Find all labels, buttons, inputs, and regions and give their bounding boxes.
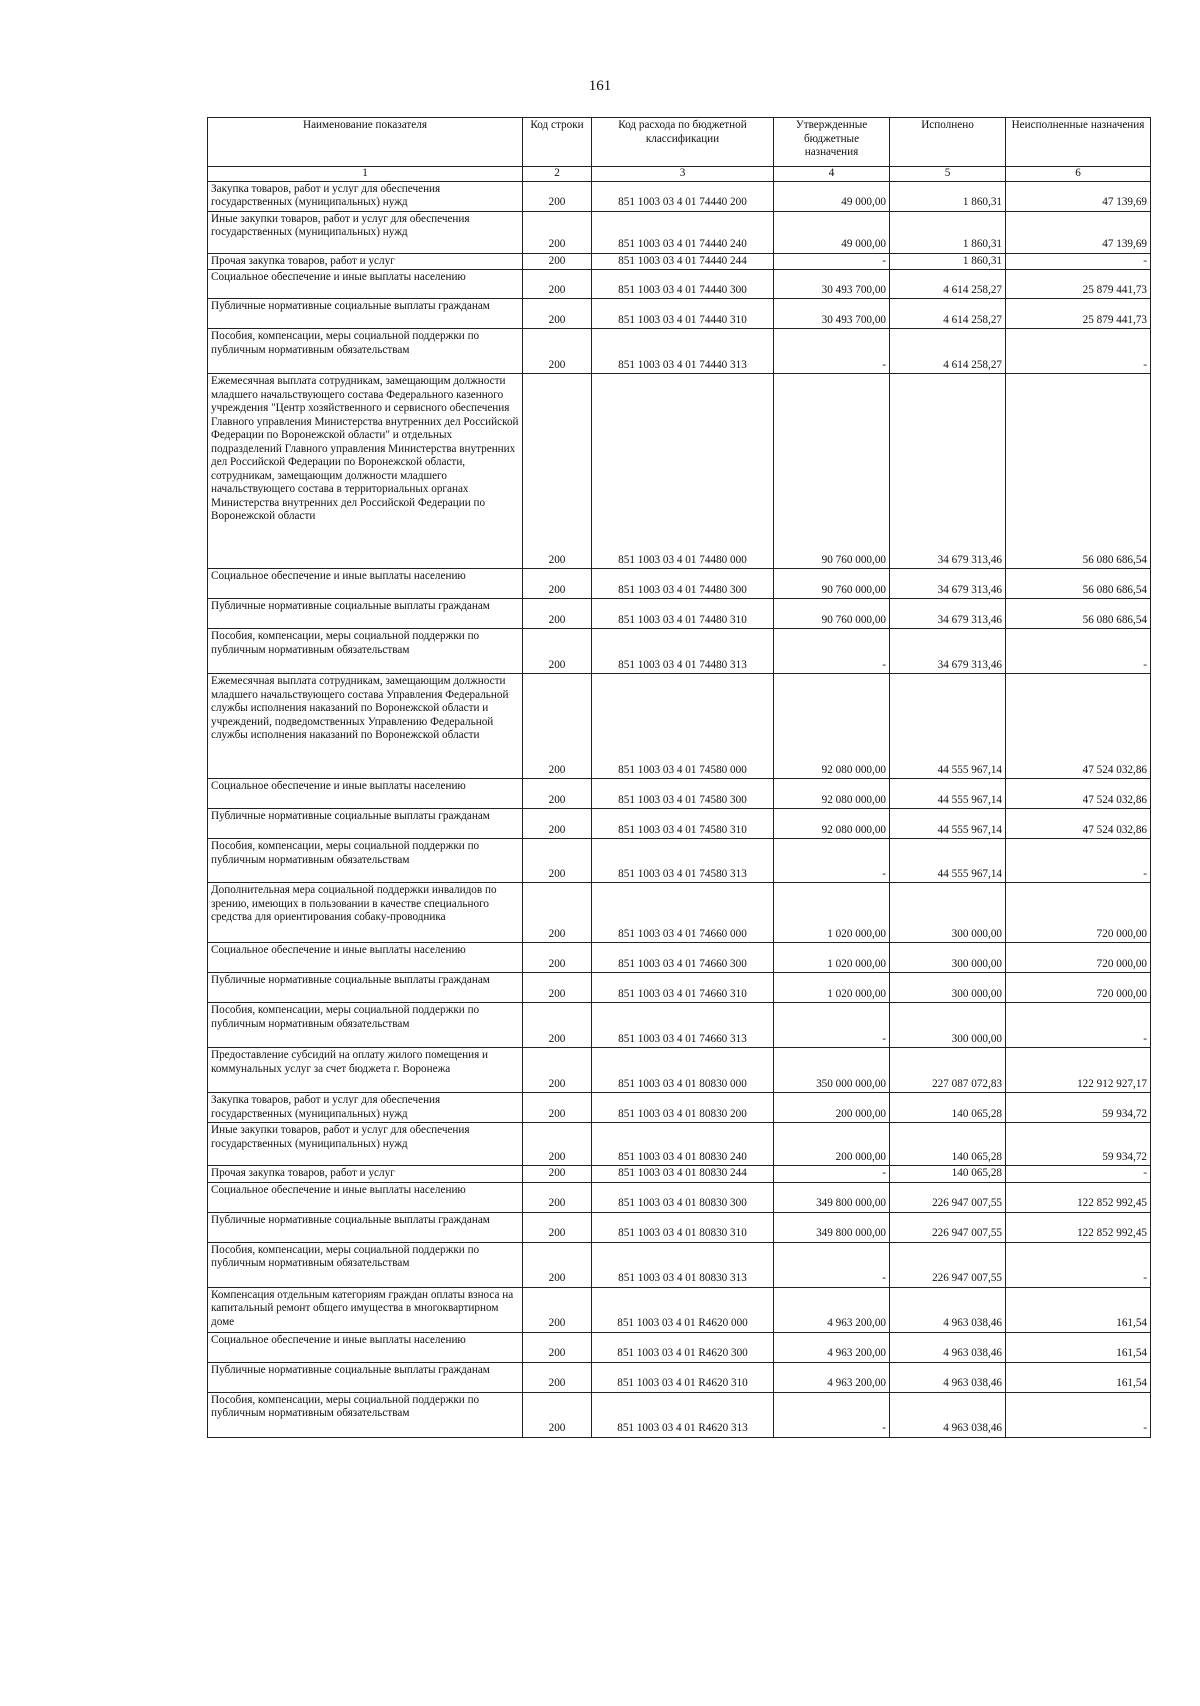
- cell-line: 200: [523, 1048, 592, 1093]
- cell-code: 851 1003 03 4 01 74440 310: [592, 299, 774, 329]
- cell-executed: 1 860,31: [890, 253, 1006, 270]
- cell-approved: 30 493 700,00: [774, 299, 890, 329]
- cell-approved: -: [774, 1003, 890, 1048]
- cell-unexecuted: -: [1006, 629, 1151, 674]
- cell-name: Пособия, компенсации, меры социальной поддержки по публичным нормативным обязательствам: [208, 839, 523, 883]
- table-row: [208, 299, 1151, 329]
- cell-code: 851 1003 03 4 01 74440 300: [592, 270, 774, 299]
- cell-executed: 44 555 967,14: [890, 674, 1006, 779]
- table-row: [208, 1048, 1151, 1093]
- table-row: [208, 1242, 1151, 1287]
- cell-line: 200: [523, 943, 592, 973]
- table-row: [208, 883, 1151, 943]
- column-number: 6: [1006, 167, 1151, 182]
- cell-code: 851 1003 03 4 01 74660 313: [592, 1003, 774, 1048]
- cell-line: 200: [523, 1003, 592, 1048]
- cell-unexecuted: 720 000,00: [1006, 943, 1151, 973]
- table-row: [208, 943, 1151, 973]
- cell-approved: 349 800 000,00: [774, 1182, 890, 1212]
- table-row: [208, 599, 1151, 629]
- table-row: [208, 1332, 1151, 1362]
- cell-unexecuted: -: [1006, 1166, 1151, 1183]
- cell-unexecuted: 122 852 992,45: [1006, 1212, 1151, 1242]
- cell-unexecuted: -: [1006, 839, 1151, 883]
- cell-line: 200: [523, 839, 592, 883]
- cell-code: 851 1003 03 4 01 74440 240: [592, 211, 774, 253]
- cell-line: 200: [523, 181, 592, 211]
- column-number: 3: [592, 167, 774, 182]
- cell-line: 200: [523, 1123, 592, 1166]
- cell-approved: 4 963 200,00: [774, 1332, 890, 1362]
- cell-executed: 1 860,31: [890, 211, 1006, 253]
- cell-line: 200: [523, 809, 592, 839]
- cell-line: 200: [523, 629, 592, 674]
- table-row: [208, 1362, 1151, 1392]
- cell-name: Социальное обеспечение и иные выплаты населению: [208, 1182, 523, 1212]
- cell-unexecuted: 25 879 441,73: [1006, 270, 1151, 299]
- cell-line: 200: [523, 1362, 592, 1392]
- cell-unexecuted: 47 524 032,86: [1006, 674, 1151, 779]
- cell-unexecuted: 47 139,69: [1006, 211, 1151, 253]
- cell-name: Социальное обеспечение и иные выплаты населению: [208, 270, 523, 299]
- table-row: [208, 1123, 1151, 1166]
- column-number: 2: [523, 167, 592, 182]
- cell-unexecuted: -: [1006, 253, 1151, 270]
- cell-name: Компенсация отдельным категориям граждан оплаты взноса на капитальный ремонт общего имущества в многоквартирном доме: [208, 1287, 523, 1332]
- cell-unexecuted: -: [1006, 1242, 1151, 1287]
- cell-executed: 44 555 967,14: [890, 779, 1006, 809]
- cell-approved: 90 760 000,00: [774, 599, 890, 629]
- cell-executed: 140 065,28: [890, 1123, 1006, 1166]
- cell-code: 851 1003 03 4 01 74580 313: [592, 839, 774, 883]
- cell-name: Пособия, компенсации, меры социальной поддержки по публичным нормативным обязательствам: [208, 629, 523, 674]
- cell-name: Публичные нормативные социальные выплаты гражданам: [208, 599, 523, 629]
- table-row: [208, 329, 1151, 374]
- cell-approved: 1 020 000,00: [774, 943, 890, 973]
- cell-executed: 300 000,00: [890, 1003, 1006, 1048]
- cell-name: Закупка товаров, работ и услуг для обеспечения государственных (муниципальных) нужд: [208, 181, 523, 211]
- cell-name: Публичные нормативные социальные выплаты гражданам: [208, 973, 523, 1003]
- cell-code: 851 1003 03 4 01 74440 244: [592, 253, 774, 270]
- cell-approved: 49 000,00: [774, 181, 890, 211]
- cell-code: 851 1003 03 4 01 74440 313: [592, 329, 774, 374]
- cell-executed: 4 614 258,27: [890, 329, 1006, 374]
- cell-executed: 34 679 313,46: [890, 569, 1006, 599]
- cell-line: 200: [523, 779, 592, 809]
- cell-line: 200: [523, 1392, 592, 1437]
- cell-approved: -: [774, 629, 890, 674]
- cell-line: 200: [523, 299, 592, 329]
- cell-code: 851 1003 03 4 01 74580 000: [592, 674, 774, 779]
- cell-name: Пособия, компенсации, меры социальной поддержки по публичным нормативным обязательствам: [208, 1003, 523, 1048]
- cell-code: 851 1003 03 4 01 74660 000: [592, 883, 774, 943]
- cell-approved: 90 760 000,00: [774, 374, 890, 569]
- cell-code: 851 1003 03 4 01 74480 313: [592, 629, 774, 674]
- cell-executed: 226 947 007,55: [890, 1182, 1006, 1212]
- header-row: [208, 118, 1151, 167]
- cell-executed: 44 555 967,14: [890, 839, 1006, 883]
- cell-name: Социальное обеспечение и иные выплаты населению: [208, 943, 523, 973]
- cell-approved: 92 080 000,00: [774, 674, 890, 779]
- cell-executed: 34 679 313,46: [890, 599, 1006, 629]
- header-line-code: Код строки: [523, 118, 592, 167]
- cell-name: Социальное обеспечение и иные выплаты населению: [208, 569, 523, 599]
- cell-code: 851 1003 03 4 01 80830 300: [592, 1182, 774, 1212]
- page-number: 161: [588, 78, 612, 94]
- cell-approved: -: [774, 253, 890, 270]
- cell-name: Пособия, компенсации, меры социальной поддержки по публичным нормативным обязательствам: [208, 1242, 523, 1287]
- cell-code: 851 1003 03 4 01 80830 000: [592, 1048, 774, 1093]
- cell-name: Предоставление субсидий на оплату жилого помещения и коммунальных услуг за счет бюджета г. Воронежа: [208, 1048, 523, 1093]
- cell-approved: -: [774, 329, 890, 374]
- header-approved: Утвержденные бюджетные назначения: [774, 118, 890, 167]
- cell-line: 200: [523, 1093, 592, 1123]
- cell-line: 200: [523, 253, 592, 270]
- cell-code: 851 1003 03 4 01 R4620 313: [592, 1392, 774, 1437]
- header-name: Наименование показателя: [208, 118, 523, 167]
- cell-name: Публичные нормативные социальные выплаты гражданам: [208, 1212, 523, 1242]
- cell-executed: 1 860,31: [890, 181, 1006, 211]
- cell-name: Публичные нормативные социальные выплаты гражданам: [208, 809, 523, 839]
- header-executed: Исполнено: [890, 118, 1006, 167]
- cell-unexecuted: 59 934,72: [1006, 1123, 1151, 1166]
- cell-approved: 30 493 700,00: [774, 270, 890, 299]
- cell-approved: 200 000,00: [774, 1123, 890, 1166]
- cell-unexecuted: 56 080 686,54: [1006, 374, 1151, 569]
- cell-approved: -: [774, 839, 890, 883]
- cell-code: 851 1003 03 4 01 80830 200: [592, 1093, 774, 1123]
- cell-name: Прочая закупка товаров, работ и услуг: [208, 253, 523, 270]
- cell-line: 200: [523, 1287, 592, 1332]
- cell-name: Пособия, компенсации, меры социальной поддержки по публичным нормативным обязательствам: [208, 329, 523, 374]
- cell-code: 851 1003 03 4 01 R4620 310: [592, 1362, 774, 1392]
- cell-code: 851 1003 03 4 01 74440 200: [592, 181, 774, 211]
- cell-approved: 92 080 000,00: [774, 779, 890, 809]
- cell-line: 200: [523, 973, 592, 1003]
- cell-unexecuted: 59 934,72: [1006, 1093, 1151, 1123]
- table-row: [208, 674, 1151, 779]
- cell-line: 200: [523, 1212, 592, 1242]
- cell-executed: 4 963 038,46: [890, 1332, 1006, 1362]
- cell-executed: 300 000,00: [890, 973, 1006, 1003]
- cell-code: 851 1003 03 4 01 R4620 300: [592, 1332, 774, 1362]
- cell-name: Ежемесячная выплата сотрудникам, замещающим должности младшего начальствующего состава Управления Федеральной службы исполнения наказаний по Воронежской области и учреждений, подведомственных Управлению Федеральной службы исполнения наказаний по Воронежской области: [208, 674, 523, 779]
- cell-line: 200: [523, 599, 592, 629]
- cell-unexecuted: 47 524 032,86: [1006, 779, 1151, 809]
- cell-approved: 4 963 200,00: [774, 1362, 890, 1392]
- cell-code: 851 1003 03 4 01 74480 310: [592, 599, 774, 629]
- table-row: [208, 211, 1151, 253]
- header-unexecuted: Неисполненные назначения: [1006, 118, 1151, 167]
- cell-approved: -: [774, 1242, 890, 1287]
- cell-executed: 44 555 967,14: [890, 809, 1006, 839]
- cell-executed: 4 614 258,27: [890, 270, 1006, 299]
- table-row: [208, 1392, 1151, 1437]
- cell-approved: -: [774, 1392, 890, 1437]
- cell-unexecuted: -: [1006, 1003, 1151, 1048]
- cell-name: Социальное обеспечение и иные выплаты населению: [208, 1332, 523, 1362]
- cell-executed: 226 947 007,55: [890, 1212, 1006, 1242]
- table-row: [208, 1212, 1151, 1242]
- cell-executed: 34 679 313,46: [890, 374, 1006, 569]
- cell-line: 200: [523, 1242, 592, 1287]
- table-row: [208, 270, 1151, 299]
- cell-code: 851 1003 03 4 01 74580 310: [592, 809, 774, 839]
- table-row: [208, 253, 1151, 270]
- cell-name: Публичные нормативные социальные выплаты гражданам: [208, 299, 523, 329]
- cell-line: 200: [523, 211, 592, 253]
- table-row: [208, 779, 1151, 809]
- cell-line: 200: [523, 374, 592, 569]
- cell-executed: 226 947 007,55: [890, 1242, 1006, 1287]
- table-row: [208, 374, 1151, 569]
- cell-approved: 349 800 000,00: [774, 1212, 890, 1242]
- table-row: [208, 839, 1151, 883]
- cell-code: 851 1003 03 4 01 74660 310: [592, 973, 774, 1003]
- cell-approved: 350 000 000,00: [774, 1048, 890, 1093]
- cell-line: 200: [523, 1182, 592, 1212]
- cell-name: Пособия, компенсации, меры социальной поддержки по публичным нормативным обязательствам: [208, 1392, 523, 1437]
- cell-executed: 140 065,28: [890, 1166, 1006, 1183]
- table-row: [208, 1166, 1151, 1183]
- cell-unexecuted: 47 139,69: [1006, 181, 1151, 211]
- cell-executed: 34 679 313,46: [890, 629, 1006, 674]
- cell-line: 200: [523, 329, 592, 374]
- cell-executed: 227 087 072,83: [890, 1048, 1006, 1093]
- cell-name: Иные закупки товаров, работ и услуг для обеспечения государственных (муниципальных) нужд: [208, 1123, 523, 1166]
- cell-unexecuted: -: [1006, 1392, 1151, 1437]
- cell-code: 851 1003 03 4 01 80830 310: [592, 1212, 774, 1242]
- cell-unexecuted: 161,54: [1006, 1362, 1151, 1392]
- cell-unexecuted: 56 080 686,54: [1006, 569, 1151, 599]
- cell-code: 851 1003 03 4 01 80830 244: [592, 1166, 774, 1183]
- column-number-row: [208, 167, 1151, 182]
- cell-code: 851 1003 03 4 01 R4620 000: [592, 1287, 774, 1332]
- cell-name: Дополнительная мера социальной поддержки инвалидов по зрению, имеющих в пользовании в качестве специального средства для ориентирования собаку-проводника: [208, 883, 523, 943]
- cell-executed: 4 963 038,46: [890, 1392, 1006, 1437]
- cell-name: Ежемесячная выплата сотрудникам, замещающим должности младшего начальствующего состава Федерального казенного учреждения "Центр хозяйственного и сервисного обеспечения Главного управления Министерства внутренних дел Российской Федерации по Воронежской области" и отдельных подразделений Главного управления Министерства внутренних дел Российской Федерации по Воронежской области, сотрудникам, замещающим должности младшего начальствующего состава в территориальных органах Министерства внутренних дел Российской Федерации по Воронежской области: [208, 374, 523, 569]
- column-number: 4: [774, 167, 890, 182]
- cell-line: 200: [523, 883, 592, 943]
- cell-executed: 140 065,28: [890, 1093, 1006, 1123]
- cell-unexecuted: 720 000,00: [1006, 883, 1151, 943]
- table-row: [208, 973, 1151, 1003]
- cell-name: Публичные нормативные социальные выплаты гражданам: [208, 1362, 523, 1392]
- cell-code: 851 1003 03 4 01 74480 000: [592, 374, 774, 569]
- cell-executed: 300 000,00: [890, 883, 1006, 943]
- table-row: [208, 1287, 1151, 1332]
- cell-unexecuted: 47 524 032,86: [1006, 809, 1151, 839]
- cell-line: 200: [523, 674, 592, 779]
- table-row: [208, 629, 1151, 674]
- cell-name: Прочая закупка товаров, работ и услуг: [208, 1166, 523, 1183]
- cell-line: 200: [523, 270, 592, 299]
- cell-name: Иные закупки товаров, работ и услуг для обеспечения государственных (муниципальных) нужд: [208, 211, 523, 253]
- cell-approved: 200 000,00: [774, 1093, 890, 1123]
- cell-unexecuted: -: [1006, 329, 1151, 374]
- cell-approved: 92 080 000,00: [774, 809, 890, 839]
- cell-executed: 4 963 038,46: [890, 1287, 1006, 1332]
- cell-unexecuted: 161,54: [1006, 1332, 1151, 1362]
- cell-unexecuted: 25 879 441,73: [1006, 299, 1151, 329]
- table-row: [208, 809, 1151, 839]
- cell-unexecuted: 56 080 686,54: [1006, 599, 1151, 629]
- column-number: 5: [890, 167, 1006, 182]
- cell-code: 851 1003 03 4 01 80830 313: [592, 1242, 774, 1287]
- table-row: [208, 1093, 1151, 1123]
- cell-approved: 49 000,00: [774, 211, 890, 253]
- cell-approved: 1 020 000,00: [774, 973, 890, 1003]
- header-expense-code: Код расхода по бюджетной классификации: [592, 118, 774, 167]
- cell-unexecuted: 122 852 992,45: [1006, 1182, 1151, 1212]
- cell-name: Социальное обеспечение и иные выплаты населению: [208, 779, 523, 809]
- table-row: [208, 1003, 1151, 1048]
- cell-line: 200: [523, 569, 592, 599]
- cell-code: 851 1003 03 4 01 74660 300: [592, 943, 774, 973]
- cell-line: 200: [523, 1166, 592, 1183]
- budget-table: [207, 117, 1151, 1438]
- cell-code: 851 1003 03 4 01 74580 300: [592, 779, 774, 809]
- cell-name: Закупка товаров, работ и услуг для обеспечения государственных (муниципальных) нужд: [208, 1093, 523, 1123]
- cell-approved: 90 760 000,00: [774, 569, 890, 599]
- cell-code: 851 1003 03 4 01 80830 240: [592, 1123, 774, 1166]
- table-row: [208, 181, 1151, 211]
- cell-approved: 4 963 200,00: [774, 1287, 890, 1332]
- cell-executed: 300 000,00: [890, 943, 1006, 973]
- cell-approved: 1 020 000,00: [774, 883, 890, 943]
- column-number: 1: [208, 167, 523, 182]
- cell-unexecuted: 161,54: [1006, 1287, 1151, 1332]
- cell-executed: 4 614 258,27: [890, 299, 1006, 329]
- cell-approved: -: [774, 1166, 890, 1183]
- cell-line: 200: [523, 1332, 592, 1362]
- cell-unexecuted: 122 912 927,17: [1006, 1048, 1151, 1093]
- table-body: [208, 181, 1151, 1437]
- cell-unexecuted: 720 000,00: [1006, 973, 1151, 1003]
- table-row: [208, 1182, 1151, 1212]
- cell-executed: 4 963 038,46: [890, 1362, 1006, 1392]
- table-row: [208, 569, 1151, 599]
- cell-code: 851 1003 03 4 01 74480 300: [592, 569, 774, 599]
